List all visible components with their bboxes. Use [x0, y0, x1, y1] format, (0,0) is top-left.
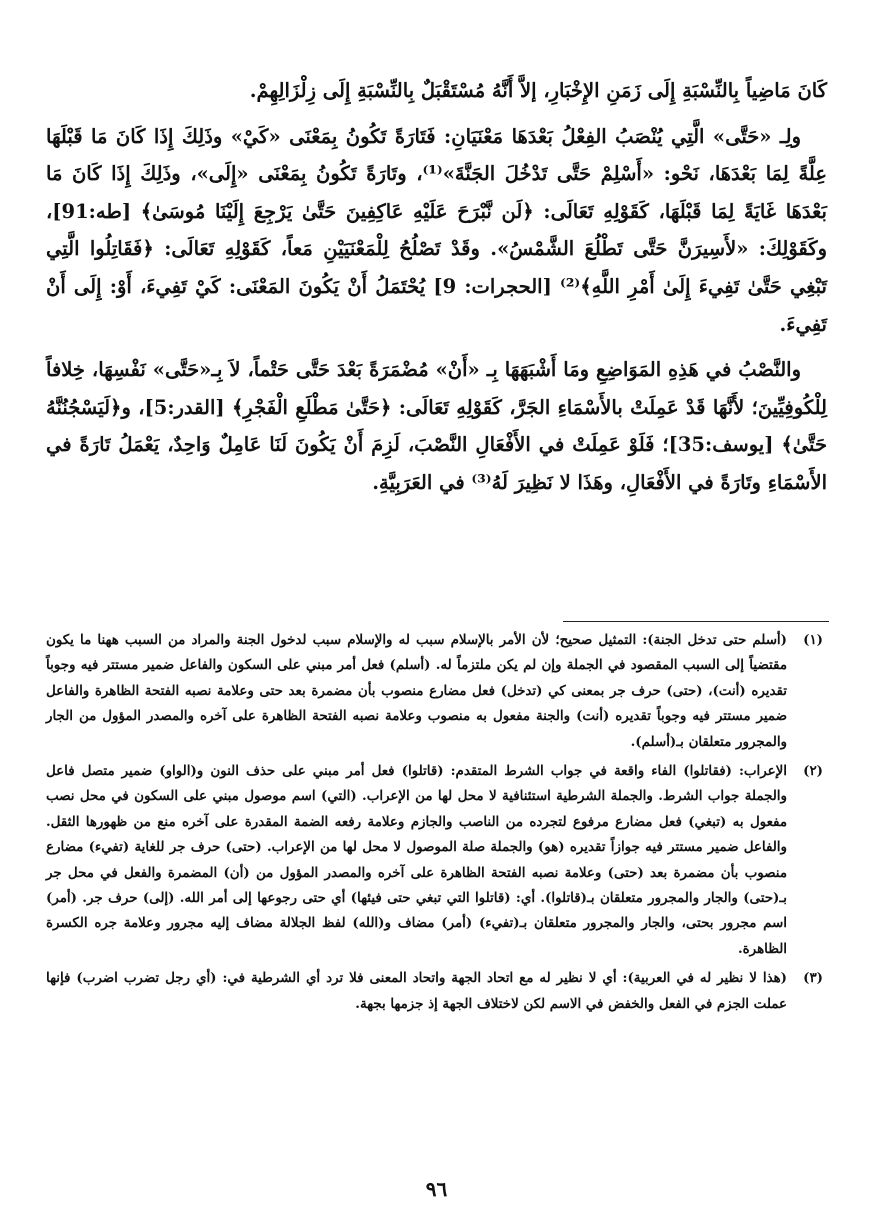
footnote-number: (٢)	[803, 763, 823, 780]
footnote-text: الإعراب: (فقاتلوا) الفاء واقعة في جواب الشرط المتقدم: (قاتلوا) فعل أمر مبني على حذف النون و(الواو) ضمير متصل فاعل والجملة جواب الشرط. والجملة الشرطية استئنافية لا محل لها من الإعراب. (التي) اسم موصول مبني على السكون في محل نصب مفعول به (تبغي) فعل مضارع مرفوع لتجرده من الناصب والجازم وعلامة رفعه الضمة المقدرة على آخره منع من ظهورها الثقل. والفاعل ضمير مستتر فيه جوازاً تقديره (هو) والجملة صلة الموصول لا محل لها من الإعراب. (حتى) حرف جر للغاية (تفيء) مضارع منصوب بأن مضمرة بعد (حتى) وعلامة نصبه الفتحة الظاهرة على آخره والمصدر المؤول من (أن) المضمرة والفعل في محل جر بـ(حتى) والجار والمجرور متعلقان بـ(قاتلوا). أي: (قاتلوا التي تبغي حتى فيئها) أي حتى رجوعها إلى أمر الله. (إلى) حرف جر. (أمر) اسم مجرور بحتى، والجار والمجرور متعلقان بـ(تفيء) (أمر) مضاف و(الله) لفظ الجلالة مضاف إليه مجرور وعلامة جره الكسرة الظاهرة.	[46, 763, 787, 957]
main-paragraph: ولِـ «حَتَّى» الَّتِي يُنْصَبُ الفِعْلُ بَعْدَهَا مَعْنَيَانِ: فَتَارَةً تَكُونُ بِمَعْنَى «كَيْ» وذَلِكَ إِذَا كَانَ مَا قَبْلَهَا عِلَّةً لِمَا بَعْدَهَا، نَحْو: «أَسْلِمْ حَتَّى تَدْخُلَ الجَنَّةَ»⁽¹⁾، وتَارَةً تَكُونُ بِمَعْنَى «إِلَى»، وذَلِكَ إِذَا كَانَ مَا بَعْدَهَا غَايَةً لِمَا قَبْلَهَا، كَقَوْلِهِ تَعَالَى: ﴿لَن نَّبْرَحَ عَلَيْهِ عَاكِفِينَ حَتَّىٰ يَرْجِعَ إِلَيْنَا مُوسَىٰ﴾ [طه:91]، وكَقَوْلِكَ: «لأَسِيرَنَّ حَتَّى تَطْلُعَ الشَّمْسُ». وقَدْ تَصْلُحُ لِلْمَعْنَيَيْنِ مَعاً، كَقَوْلِهِ تَعَالَى: ﴿فَقَاتِلُوا الَّتِي تَبْغِي حَتَّىٰ تَفِيءَ إِلَىٰ أَمْرِ اللَّهِ﴾⁽²⁾ [الحجرات: 9] يُحْتَمَلُ أَنْ يَكُونَ المَعْنَى: كَيْ تَفِيءَ، أَوْ: إِلَى أَنْ تَفِيءَ.	[46, 124, 828, 336]
main-paragraph: كَانَ مَاضِياً بِالنِّسْبَةِ إِلَى زَمَنِ الإِخْبَارِ، إلاَّ أَنَّهُ مُسْتَقْبَلٌ بِالنِّسْبَةِ إِلَى زِلْزَالِهِمْ.	[249, 79, 827, 102]
main-text	[46, 72, 827, 510]
footnote-number: (١)	[803, 632, 823, 648]
footnotes	[46, 628, 827, 1021]
main-paragraph: والنَّصْبُ في هَذِهِ المَوَاضِعِ ومَا أَشْبَهَهَا بِـ «أَنْ» مُضْمَرَةً بَعْدَ حَتَّى حَتْماً، لاَ بِـ«حَتَّى» نَفْسِهَا، خِلافاً لِلْكُوفِيِّينَ؛ لأَنَّهَا قَدْ عَمِلَتْ بالأَسْمَاءِ الجَرَّ، كَقَوْلِهِ تَعَالَى: ﴿حَتَّىٰ مَطْلَعِ الْفَجْرِ﴾ [القدر:5]، و﴿لَيَسْجُنُنَّهُ حَتَّىٰ﴾ [يوسف:35]؛ فَلَوْ عَمِلَتْ في الأَفْعَالِ النَّصْبَ، لَزِمَ أَنْ يَكُونَ لَنَا عَامِلٌ وَاحِدٌ، يَعْمَلُ تَارَةً في الأَسْمَاءِ وتَارَةً في الأَفْعَالِ، وهَذَا لا نَظِيرَ لَهُ⁽³⁾ في العَرَبِيَّةِ.	[46, 358, 827, 494]
footnote-text: (هذا لا نظير له في العربية): أي لا نظير له مع اتحاد الجهة واتحاد المعنى فلا ترد أي الشرطية في: (أي رجل تضرب اضرب) فإنها عملت الجزم في الفعل والخفض في الاسم لكن لاختلاف الجهة إذ جزمها بجهة.	[46, 970, 787, 1012]
footnote-separator	[563, 621, 829, 622]
footnote	[46, 628, 827, 755]
page-number: ٩٦	[425, 1177, 448, 1201]
footnote	[46, 759, 827, 962]
footnote-text: (أسلم حتى تدخل الجنة): التمثيل صحيح؛ لأن الأمر بالإسلام سبب له والإسلام سبب لدخول الجنة والمراد من السبب ههنا ما يكون مقتضياً إلى السبب المقصود في الجملة وإن لم يكن ملتزماً له. (أسلم) فعل أمر مبني على السكون والفاعل ضمير مستتر فيه وجوباً تقديره (أنت)، (حتى) حرف جر بمعنى كي (تدخل) فعل مضارع منصوب بأن مضمرة بعد حتى وعلامة نصبه الفتحة الظاهرة والفاعل ضمير مستتر فيه وجوباً تقديره (أنت) والجنة مفعول به منصوب وعلامة نصبه الفتحة الظاهرة على آخره والمصدر المؤول من الجار والمجرور متعلقان بـ(أسلم).	[46, 632, 787, 750]
footnote-number: (٣)	[803, 970, 823, 987]
footnote	[46, 966, 827, 1017]
